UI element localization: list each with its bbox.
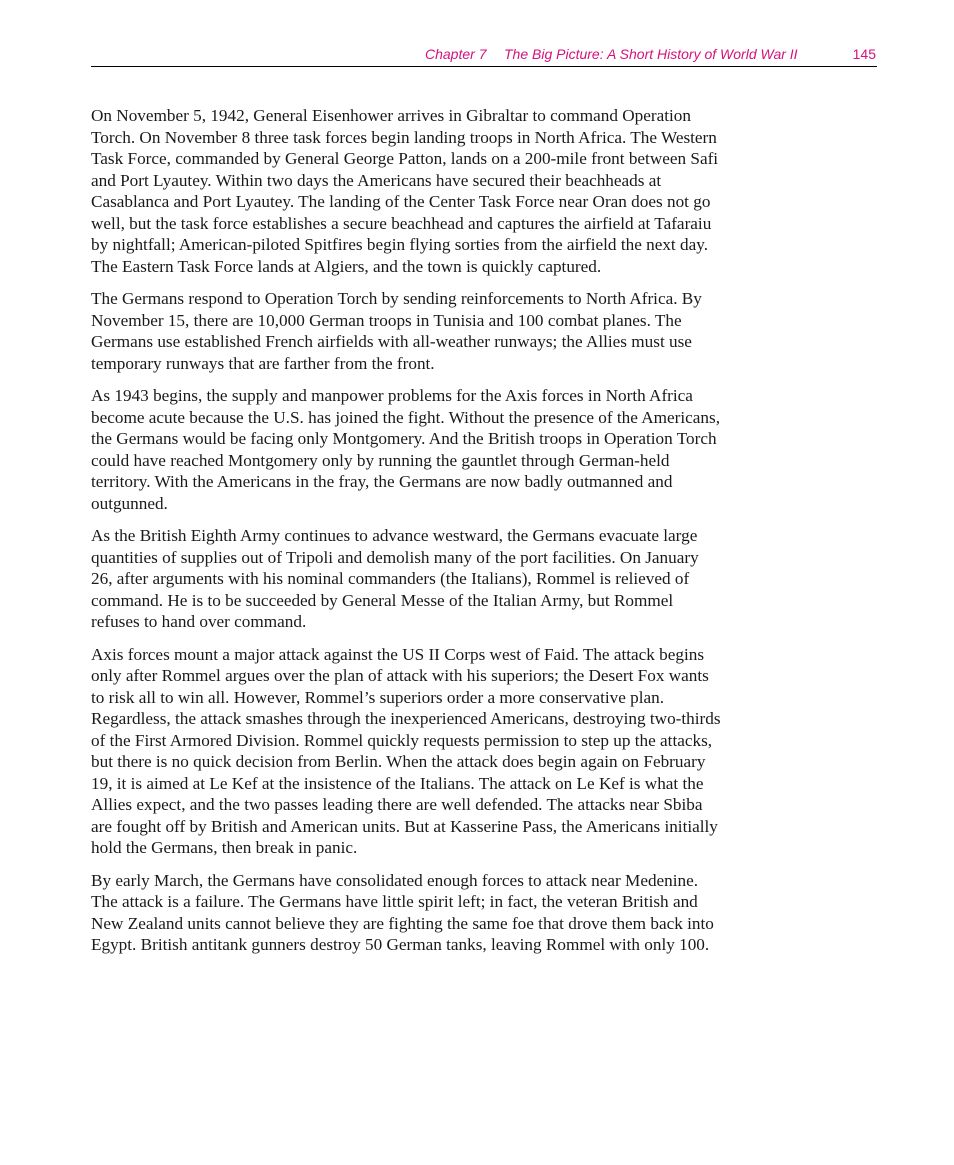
running-head	[91, 44, 877, 67]
chapter-label: Chapter 7	[425, 46, 487, 62]
page-number: 145	[852, 46, 876, 62]
paragraph: The Germans respond to Operation Torch by sending reinforcements to North Africa. By November 15, there are 10,000 German troops in Tunisia and 100 combat planes. The Germans use established French airfields with all-weather runways; the Allies must use temporary runways that are farther from the front.	[91, 289, 702, 373]
body-text	[91, 105, 721, 967]
paragraph: Axis forces mount a major attack against the US II Corps west of Faid. The attack begins only after Rommel argues over the plan of attack with his superiors; the Desert Fox wants to risk all to win all. However, Rommel’s superiors order a more conservative plan. Regardless, the attack smashes through the inexperienced Americans, destroying two-thirds of the First Armored Division. Rommel quickly requests permission to step up the attacks, but there is no quick decision from Berlin. When the attack does begin again on February 19, it is aimed at Le Kef at the insistence of the Italians. The attack on Le Kef is what the Allies expect, and the two passes leading there are well defended. The attacks near Sbiba are fought off by British and American units. But at Kasserine Pass, the Americans initially hold the Germans, then break in panic.	[91, 644, 721, 857]
paragraph: By early March, the Germans have consolidated enough forces to attack near Medenine. The attack is a failure. The Germans have little spirit left; in fact, the veteran British and New Zealand units cannot believe they are fighting the same foe that drove them back into Egypt. British antitank gunners destroy 50 German tanks, leaving Rommel with only 100.	[91, 870, 714, 954]
book-title: The Big Picture: A Short History of World War II	[504, 46, 798, 62]
paragraph: As 1943 begins, the supply and manpower problems for the Axis forces in North Africa become acute because the U.S. has joined the fight. Without the presence of the Americans, the Germans would be facing only Montgomery. And the British troops in Operation Torch could have reached Montgomery only by running the gauntlet through German-held territory. With the Americans in the fray, the Germans are now badly outmanned and outgunned.	[91, 386, 720, 513]
paragraph: As the British Eighth Army continues to advance westward, the Germans evacuate large quantities of supplies out of Tripoli and demolish many of the port facilities. On January 26, after arguments with his nominal commanders (the Italians), Rommel is relieved of command. He is to be succeeded by General Messe of the Italian Army, but Rommel refuses to hand over command.	[91, 526, 699, 631]
paragraph: On November 5, 1942, General Eisenhower arrives in Gibraltar to command Operation Torch. On November 8 three task forces begin landing troops in North Africa. The Western Task Force, commanded by General George Patton, lands on a 200-mile front between Safi and Port Lyautey. Within two days the Americans have secured their beachheads at Casablanca and Port Lyautey. The landing of the Center Task Force near Oran does not go well, but the task force establishes a secure beachhead and captures the airfield at Tafaraiu by nightfall; American-piloted Spitfires begin flying sorties from the airfield the next day. The Eastern Task Force lands at Algiers, and the town is quickly captured.	[91, 106, 719, 276]
